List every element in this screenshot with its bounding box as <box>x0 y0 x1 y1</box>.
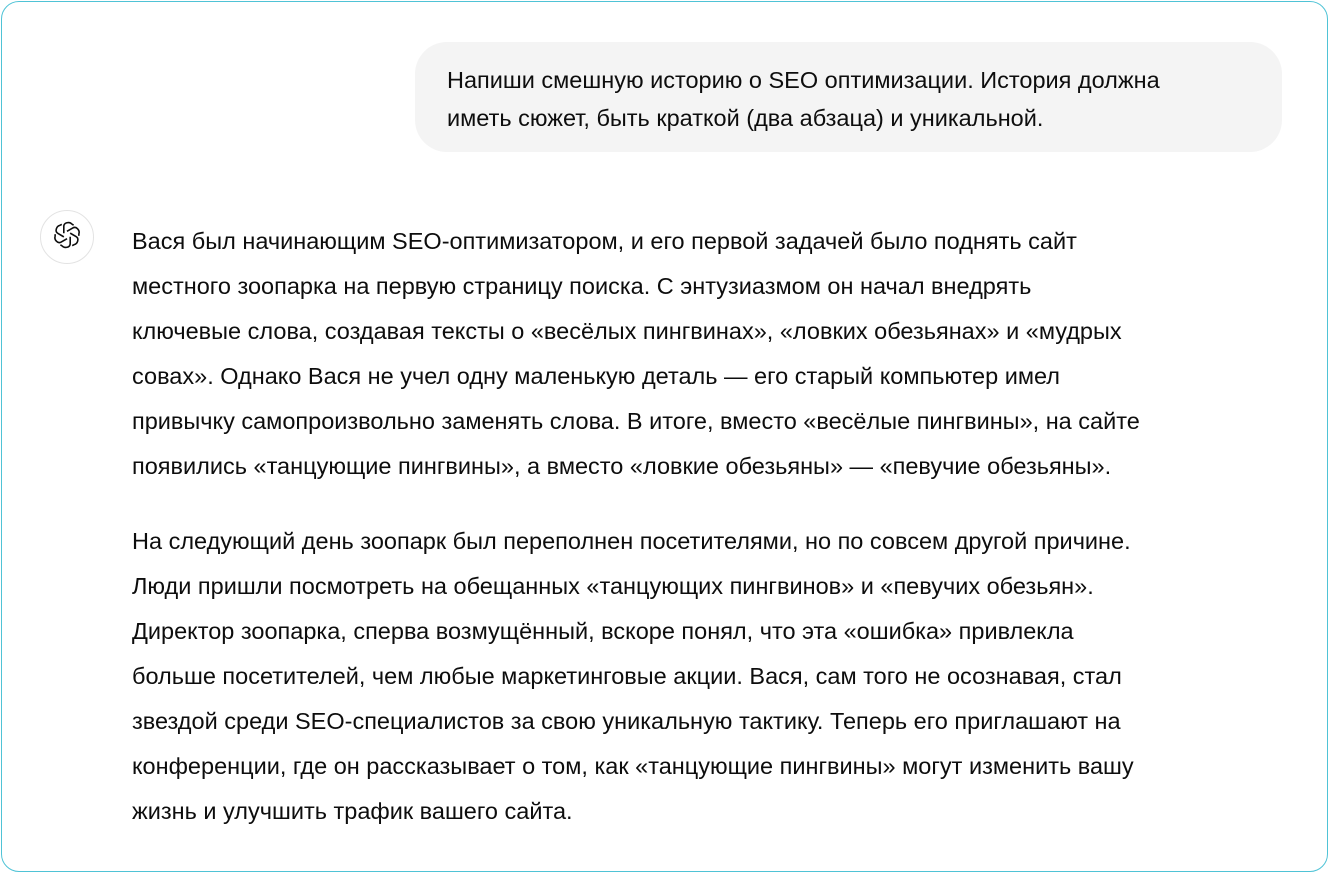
user-message-line: Напиши смешную историю о SEO оптимизации. История должна <box>447 67 1160 93</box>
assistant-text-line: звездой среди SEO-специалистов за свою уникальную тактику. Теперь его приглашают на <box>132 708 1121 734</box>
assistant-paragraph <box>132 219 1302 489</box>
assistant-text-line: местного зоопарка на первую страницу поиска. С энтузиазмом он начал внедрять <box>132 273 1032 299</box>
assistant-message <box>132 219 1302 834</box>
openai-logo-icon <box>51 219 83 256</box>
assistant-text-line: совах». Однако Вася не учел одну маленькую деталь — его старый компьютер имел <box>132 363 1061 389</box>
assistant-text-line: жизнь и улучшить трафик вашего сайта. <box>132 798 573 824</box>
user-message-bubble <box>415 42 1282 152</box>
assistant-avatar <box>40 210 94 264</box>
assistant-text-line: ключевые слова, создавая тексты о «весёлых пингвинах», «ловких обезьянах» и «мудрых <box>132 318 1122 344</box>
assistant-text-line: Директор зоопарка, сперва возмущённый, вскоре понял, что эта «ошибка» привлекла <box>132 618 1074 644</box>
chat-window <box>1 1 1328 872</box>
assistant-text-line: На следующий день зоопарк был переполнен посетителями, но по совсем другой причине. <box>132 528 1131 554</box>
assistant-text-line: конференции, где он рассказывает о том, как «танцующие пингвины» могут изменить вашу <box>132 753 1134 779</box>
assistant-text-line: больше посетителей, чем любые маркетинговые акции. Вася, сам того не осознавая, стал <box>132 663 1122 689</box>
assistant-text-line: привычку самопроизвольно заменять слова. В итоге, вместо «весёлые пингвины», на сайте <box>132 408 1140 434</box>
assistant-paragraph <box>132 519 1302 834</box>
assistant-text-line: Вася был начинающим SEO-оптимизатором, и его первой задачей было поднять сайт <box>132 228 1077 254</box>
assistant-text-line: Люди пришли посмотреть на обещанных «танцующих пингвинов» и «певучих обезьян». <box>132 573 1094 599</box>
assistant-text-line: появились «танцующие пингвины», а вместо «ловкие обезьяны» — «певучие обезьяны». <box>132 453 1112 479</box>
user-message-line: иметь сюжет, быть краткой (два абзаца) и уникальной. <box>447 105 1044 131</box>
